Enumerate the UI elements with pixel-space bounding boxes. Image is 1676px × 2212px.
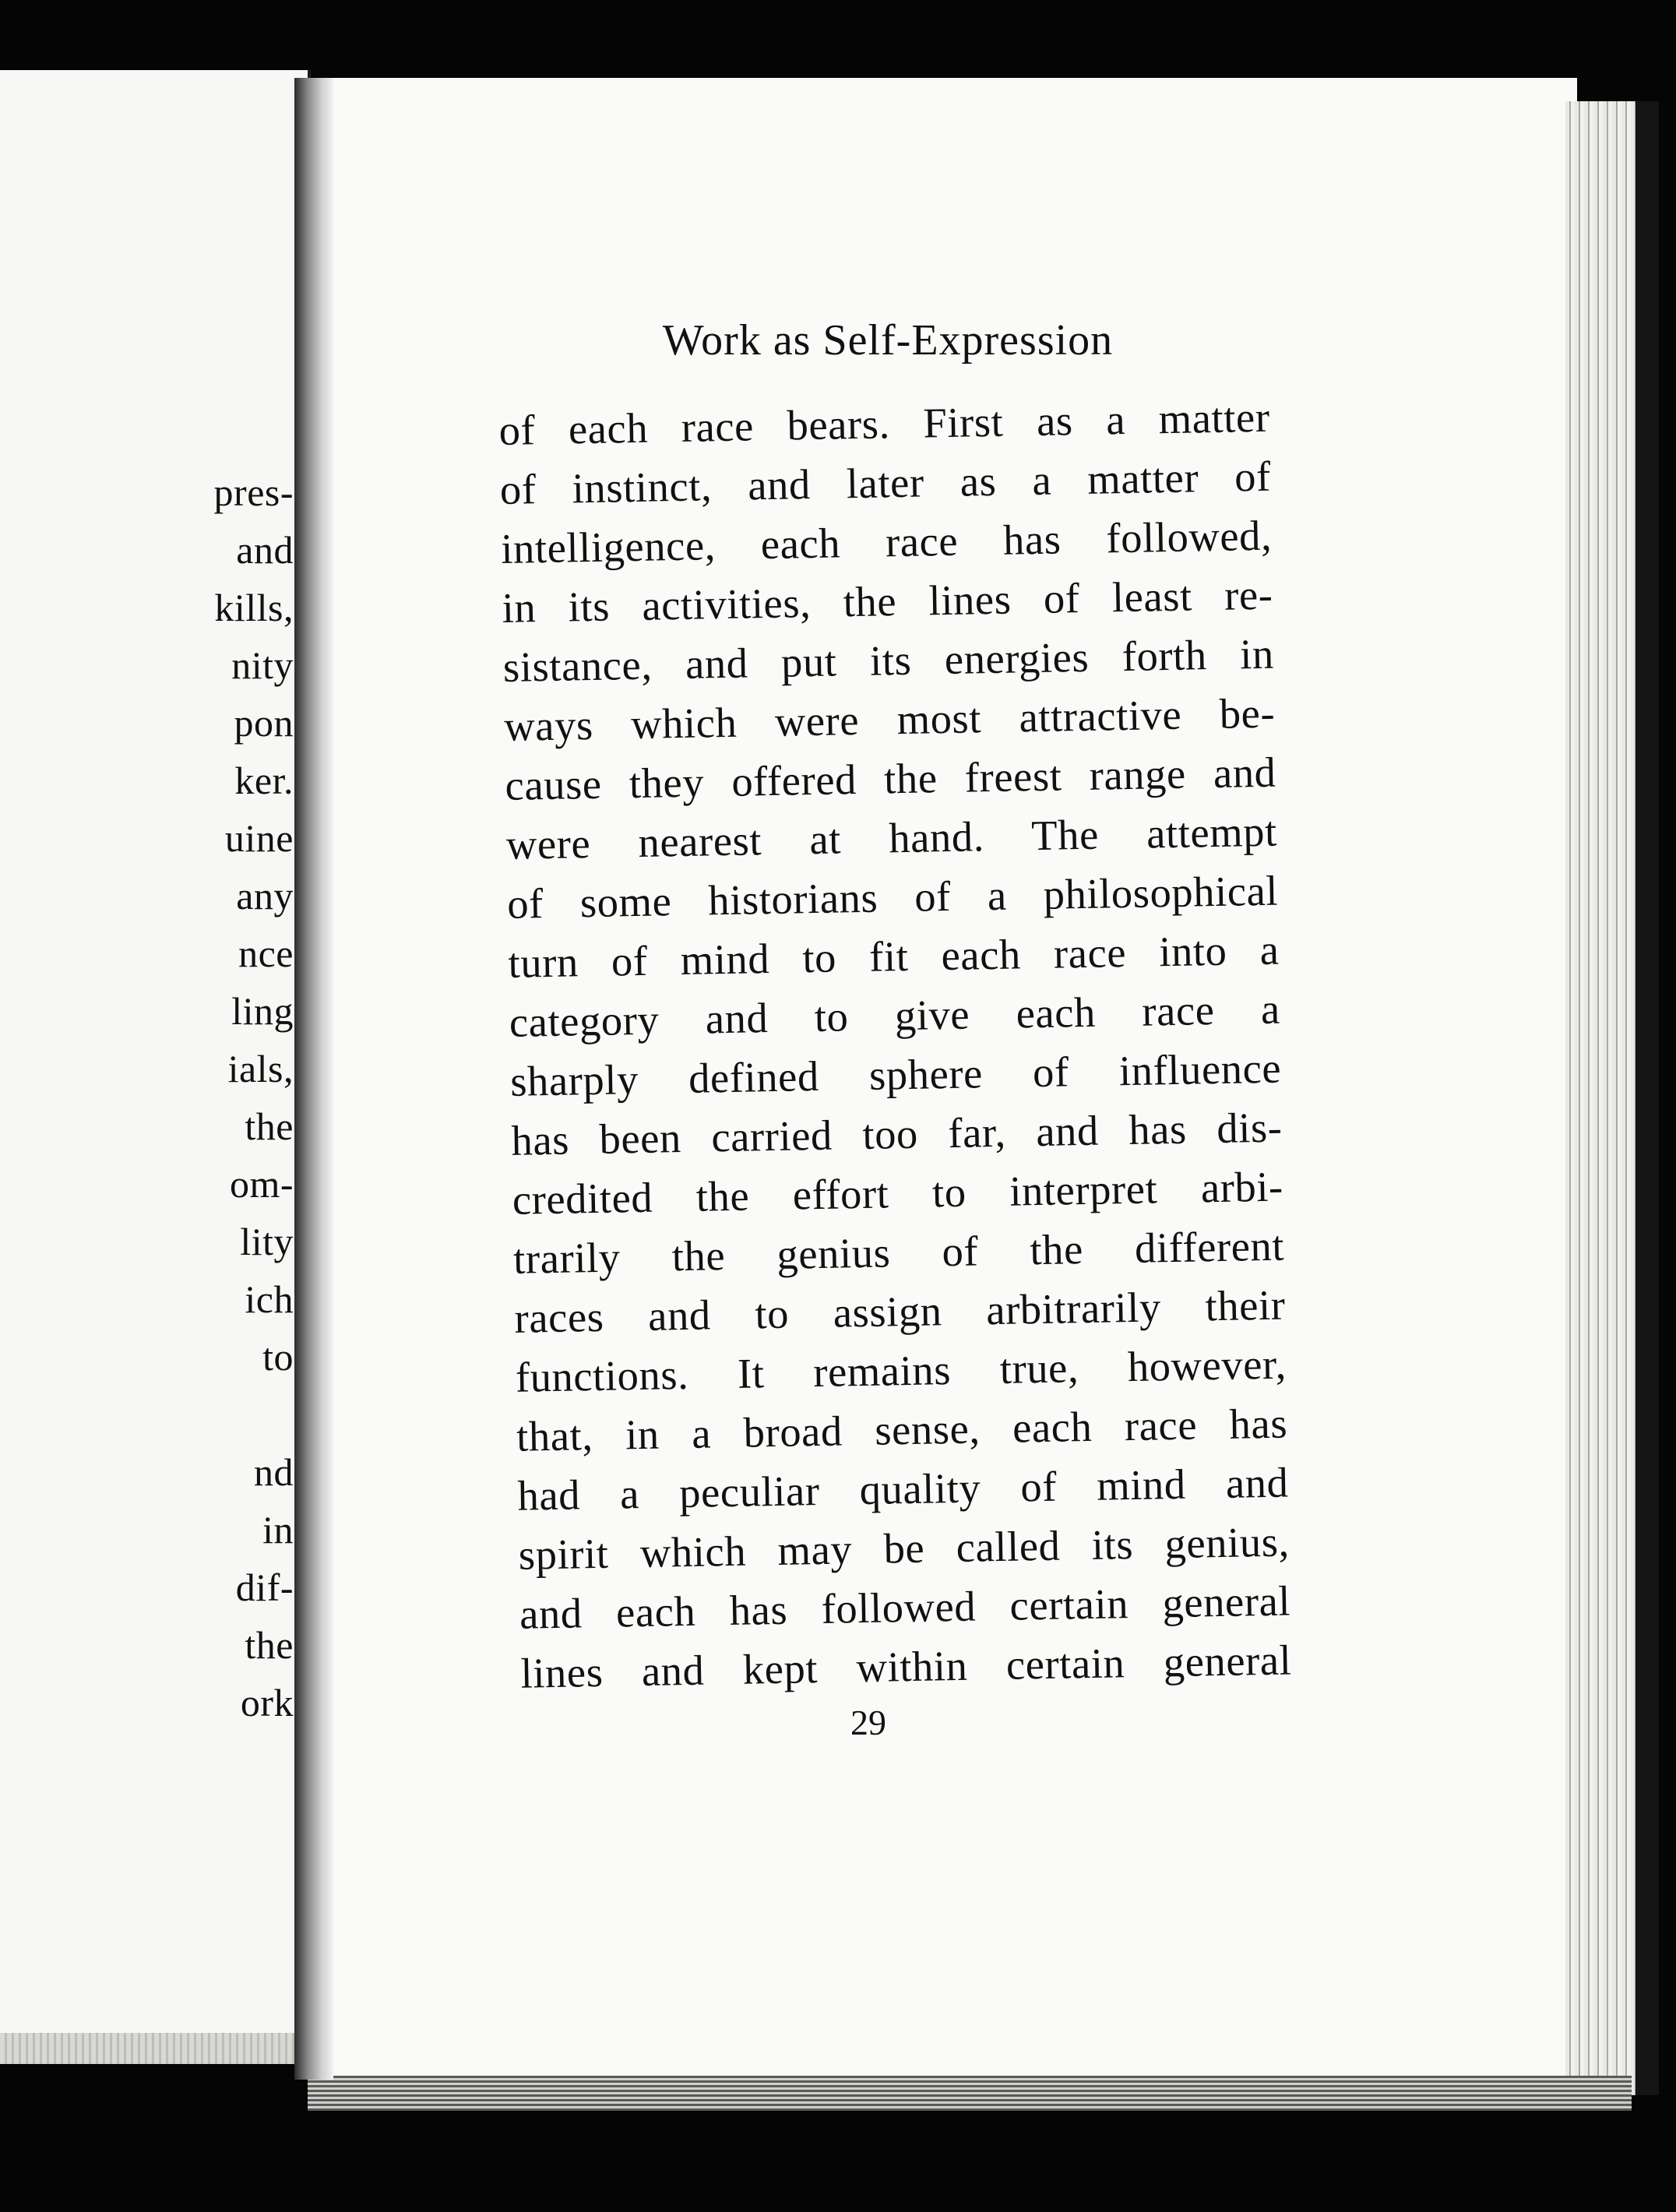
text-line: spirit which may be called its genius, [518, 1517, 1290, 1579]
book-gutter [294, 78, 333, 2080]
page-number: 29 [850, 1703, 886, 1742]
left-line: pon [234, 701, 294, 745]
text-line: of instinct, and later as a matter of [499, 452, 1272, 513]
text-line: cause they offered the freest range and [505, 748, 1276, 809]
left-line: ling [231, 989, 294, 1033]
text-line: functions. It remains true, however, [515, 1340, 1287, 1401]
right-page-fore-edge [1565, 101, 1659, 2095]
text-line: sharply defined sphere of influence [509, 1044, 1282, 1105]
left-page-text-fragments [214, 463, 294, 1731]
left-line: lity [240, 1220, 294, 1263]
left-line: ork [240, 1681, 294, 1724]
text-line: credited the effort to interpret arbi- [512, 1162, 1284, 1224]
left-page-edge [0, 2033, 308, 2064]
left-line: nd [254, 1450, 294, 1494]
text-line: lines and kept within certain general [519, 1636, 1292, 1697]
text-line: had a peculiar quality of mind and [516, 1458, 1289, 1520]
left-line: to [262, 1335, 294, 1379]
text-line: of each race bears. First as a matter [498, 393, 1271, 454]
text-line: has been carried too far, and has dis- [511, 1103, 1283, 1164]
left-line-blank [214, 1386, 294, 1443]
left-line: the [245, 1104, 294, 1148]
left-page [0, 70, 311, 2064]
left-line: dif- [235, 1566, 294, 1609]
text-line: turn of mind to fit each race into a [508, 925, 1280, 987]
text-line: ways which were most attractive be- [503, 689, 1276, 750]
left-line: ker. [234, 759, 294, 802]
left-line: any [236, 874, 294, 918]
text-line: races and to assign arbitrarily their [514, 1280, 1286, 1342]
left-line: nity [231, 643, 294, 687]
left-line: ich [245, 1277, 294, 1321]
text-line: were nearest at hand. The attempt [505, 807, 1278, 868]
text-line: and each has followed certain general [519, 1576, 1291, 1638]
text-line: in its activities, the lines of least re- [502, 570, 1274, 632]
left-line: pres- [213, 470, 294, 514]
text-line: sistance, and put its energies forth in [502, 629, 1275, 691]
right-page-bottom-edge [308, 2076, 1632, 2111]
left-line: om- [229, 1162, 294, 1206]
text-line: that, in a broad sense, each race has [516, 1399, 1288, 1460]
text-line: intelligence, each race has followed, [500, 511, 1273, 572]
left-line: and [236, 528, 294, 572]
left-line: kills, [214, 586, 294, 629]
left-line: nce [238, 932, 294, 975]
text-line: trarily the genius of the different [512, 1221, 1285, 1283]
body-text [498, 388, 1292, 1703]
left-line: the [245, 1623, 294, 1667]
left-line: uine [224, 816, 294, 860]
text-line: of some historians of a philosophical [506, 866, 1279, 928]
text-line: category and to give each race a [509, 984, 1281, 1046]
cover-edge [1636, 101, 1659, 2095]
running-head: Work as Self-Expression [662, 316, 1114, 365]
left-line: ials, [227, 1047, 294, 1090]
left-line: in [262, 1508, 294, 1552]
